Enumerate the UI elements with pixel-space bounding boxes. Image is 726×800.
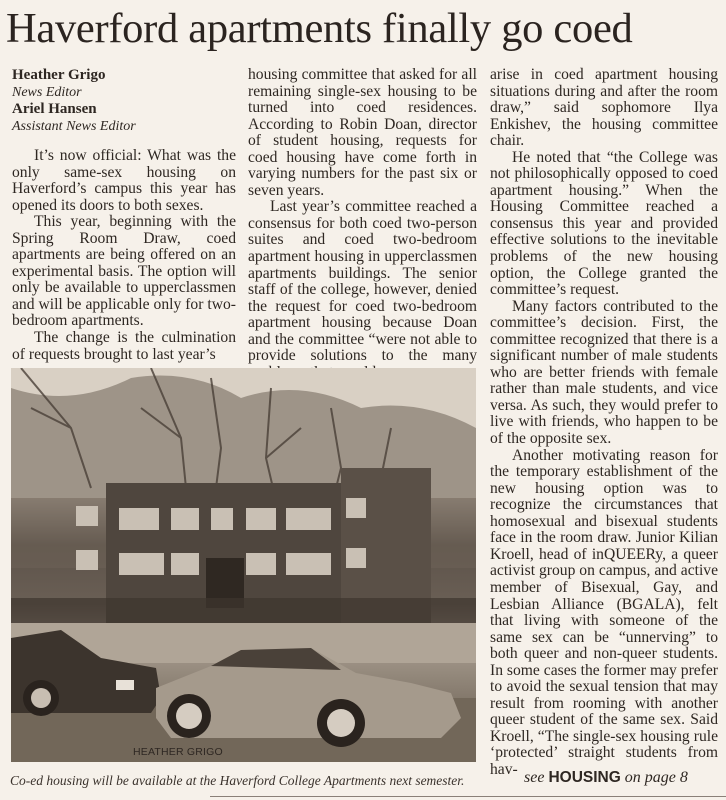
byline-author-name: Heather Grigo: [12, 67, 106, 83]
paragraph: Last year’s committee reached a consensus for both coed two-person suites and coed two-bedroom apartment housing in upperclassmen apartments buildings. The senior staff of the college, however, denied the request for coed two-bedroom apartment housing because Doan and the committee “were not able to provide solutions to the many: [248, 198, 477, 365]
article-column-3: [490, 67, 718, 779]
paragraph: Many factors contributed to the committee’s decision. First, the committee recognized that there is a significant number of male students who are better friends with female rather than male students, and vice versa. As such, they would prefer to live with friends, who happen to be of the opposite sex.: [490, 297, 718, 448]
bylines: [12, 67, 236, 135]
byline-author-name: Ariel Hansen: [12, 101, 97, 117]
byline-author-title: News Editor: [12, 85, 82, 100]
paragraph: He noted that “the College was not philosophically opposed to coed apartment housing.” When the Housing Committee reached a consensus this year and provided effective solutions to the inevitable problems of the new housing option, the College granted the committee’s request.: [490, 148, 718, 299]
paragraph: Another motivating reason for the temporary establishment of the new housing option was to recognize the circumstances that homosexual and bisexual students face in the room draw. Junior Kilian Kroell, head of inQUEERy, a queer activist group on campus, and active member of Bisexual, Gay, and Lesbian Alliance (BGALA), felt that living with someone of the same sex can be “unnerving” to both queer and non-queer students. In some cases the former may prefer to avoid the sexual tension that may result from rooming with another queer student of the same sex. Said Kroell, “The single-sex housing rule ‘protected’ straight students from hav-: [490, 446, 718, 778]
photo-credit: HEATHER GRIGO: [133, 746, 223, 758]
article-photo: [11, 368, 476, 762]
paragraph: The change is the culmination of requests brought to last year’s: [12, 329, 236, 363]
apartment-building-photo-icon: [11, 368, 476, 762]
paragraph: This year, beginning with the Spring Room Draw, coed apartments are being offered on an experimental basis. The option will only be available to upperclassmen and will be applicable only for two-bedroom apartments.: [12, 213, 236, 330]
headline: Haverford apartments finally go coed: [6, 5, 633, 52]
bottom-divider: [210, 796, 726, 797]
article-column-2: [248, 67, 477, 381]
paragraph: housing committee that asked for all remaining single-sex housing to be turned into coed residences. According to Robin Doan, director of student housing, requests for coed housing have come forth in varying numbers for the past six or seven years.: [248, 66, 477, 199]
article-column-1: [12, 67, 236, 363]
jump-keyword: HOUSING: [548, 769, 621, 786]
continued-on-link[interactable]: [524, 769, 688, 787]
paragraph: arise in coed apartment housing situations during and after the room draw,” said sophomore Ilya Enkishev, the housing committee chair.: [490, 66, 718, 150]
jump-prefix: see: [524, 769, 545, 786]
jump-suffix: on page 8: [624, 769, 688, 786]
paragraph: It’s now official: What was the only same-sex housing on Haverford’s campus this year has opened its doors to both sexes.: [12, 147, 236, 214]
byline-author-title: Assistant News Editor: [12, 119, 136, 134]
photo-caption: Co-ed housing will be available at the Haverford College Apartments next semester.: [10, 773, 465, 788]
